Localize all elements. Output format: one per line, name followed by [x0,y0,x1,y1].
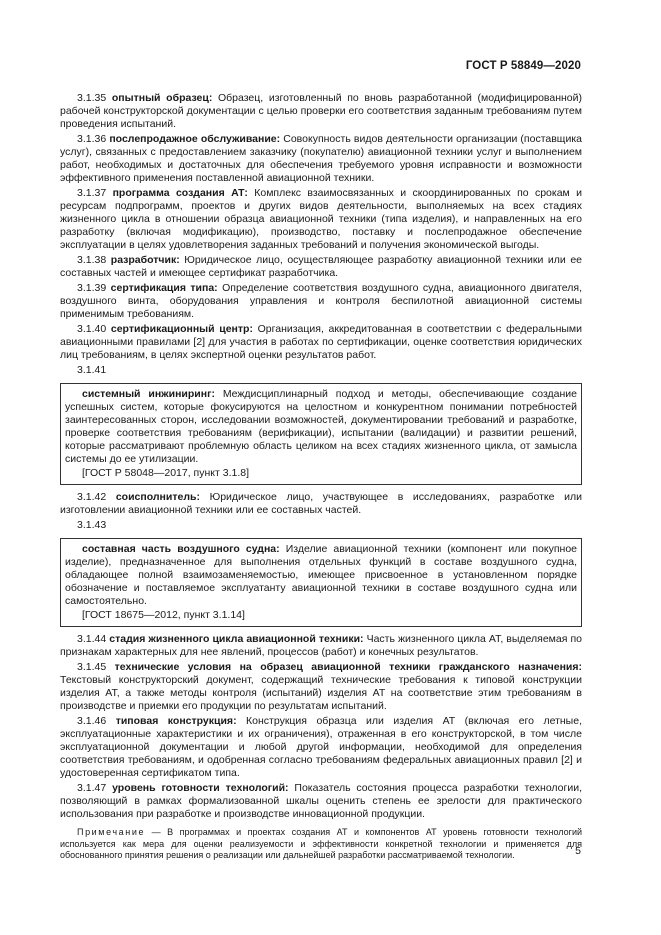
note-label: Примечание [77,827,146,837]
entry-term: разработчик: [110,254,180,266]
entry-definition: Часть жизненного цикла АТ, выделяемая по признакам характерных для нее явлений, процессов (работ) и конечных результатов. [60,633,582,658]
entry-definition: Текстовый конструкторский документ, содержащий технические требования к типовой конструкции изделия АТ, а также методы контроля (испытаний) изделия АТ на соответствие этим требованиям в производстве и приемки его продукции по результатам испытаний. [60,674,582,712]
entry-number: 3.1.47 [77,782,107,794]
entry-number: 3.1.45 [77,661,107,673]
entry-number: 3.1.37 [77,187,107,199]
term-source: [ГОСТ 18675—2012, пункт 3.1.14] [82,609,245,621]
entry-definition: Междисциплинарный подход и методы, обеспечивающие создание успешных систем, которые фокусируются на целостном и конкурентном понимании потребностей заинтересованных сторон, исследовании возможностей, документировании требований и разработке, проверке соответствия требованиям (верификации), испытании (валидации) и развитии решений, которые рассматривают проблемную область целиком на всех стадиях жизненного цикла, от замысла системы до ее утилизации. [65,388,577,465]
entry-definition: Организация, аккредитованная в соответствии с федеральными авиационными правилами [2] для участия в работах по сертификации, оценке соответствия юридических лиц требованиям, в целях экспертной оценки результатов работ. [60,323,582,361]
term-entry [60,715,582,780]
entry-definition: Совокупность видов деятельности организации (поставщика услуг), связанных с предоставлением заказчику (покупателю) авиационной техники услуг и выполнением работ, необходимых и достаточных для обеспечения требуемого уровня исправности и возможности эффективного применения поставленной авиационной техники. [60,133,582,184]
entry-term: опытный образец: [111,92,213,104]
entry-number: 3.1.39 [77,282,107,294]
entry-number: 3.1.46 [77,715,107,727]
quoted-term-box [60,383,582,485]
entry-term: соисполнитель: [115,491,200,503]
term-entry [60,92,582,131]
entry-number: 3.1.36 [77,133,107,145]
term-entry [60,491,582,517]
entry-definition: Конструкция образца или изделия АТ (включая его летные, эксплуатационные характеристики и их ограничения), отраженная в его конструкторской, в том числе эксплуатационной документации и любой другой информации, необходимой для определения соответствия требованиям, и одобренная согласно требованиям федеральных авиационных правил [2] и удостоверенная сертификатом типа. [60,715,582,779]
term-entry [60,323,582,362]
quoted-term-box [60,538,582,627]
entry-definition: Определение соответствия воздушного судна, авиационного двигателя, воздушного винта, оборудования управления и контроля беспилотной авиационной системы применимым требованиям. [60,282,583,320]
note-paragraph [60,827,582,862]
entry-definition: Образец, изготовленный по вновь разработанной (модифицированной) рабочей конструкторской документации с целью проверки его соответствия заданным требованиям путем проведения испытаний. [60,92,583,130]
entry-definition: Комплекс взаимосвязанных и скоординированных по срокам и ресурсам подпрограмм, проектов и других видов деятельности, выполняемых на всех стадиях жизненного цикла в отношении образца авиационной техники (типа изделия), и направленных на его разработку (включая модификацию), производство, поставку и послепродажное обеспечение эксплуатации в целях удовлетворения заданных требований и получения экономической выгоды. [60,187,582,251]
entry-term: стадия жизненного цикла авиационной техники: [109,633,364,645]
entry-number: 3.1.40 [77,323,107,335]
entry-definition: Показатель состояния процесса разработки технологии, позволяющий в рамках формализованной шкалы оценить степень ее зрелости для практического использования при разработке и производстве инновационной продукции. [60,782,582,820]
entry-term: сертификация типа: [110,282,218,294]
entry-number-line: 3.1.43 [77,519,107,531]
entry-number: 3.1.42 [77,491,107,503]
entry-definition: Юридическое лицо, осуществляющее разработку авиационной техники или ее составных частей и имеющее сертификат разработчика. [60,254,582,279]
term-entry [60,133,582,185]
page-number: 5 [575,845,581,857]
entry-number-line: 3.1.41 [77,364,107,376]
entry-term: сертификационный центр: [110,323,253,335]
term-entry [65,543,577,608]
term-source: [ГОСТ Р 58048—2017, пункт 3.1.8] [82,467,250,479]
term-entry [60,633,582,659]
entry-number: 3.1.44 [77,633,107,645]
term-entry [60,282,582,321]
term-entry [60,661,582,713]
entry-term: составная часть воздушного судна: [82,543,280,555]
entry-definition: Юридическое лицо, участвующее в исследованиях, разработке или изготовлении авиационной техники или ее составных частей. [60,491,582,516]
entry-term: послепродажное обслуживание: [109,133,281,145]
note-text: — В программах и проектах создания АТ и компонентов АТ уровень готовности технологий используется как мера для оценки реализуемости и эффективности конкретной технологии и применяется для обоснованного принятия решения о реализации или дальнейшей разработки рассматриваемой технологии. [60,827,582,860]
term-entry [65,388,577,466]
entry-term: уровень готовности технологий: [112,782,289,794]
entry-number: 3.1.38 [77,254,107,266]
term-entry [60,782,582,821]
entry-term: программа создания АТ: [112,187,248,199]
entry-term: системный инжиниринг: [82,388,215,400]
entry-number: 3.1.35 [77,92,107,104]
term-entry [60,254,582,280]
entry-term: технические условия на образец авиационной техники гражданского назначения: [114,661,582,673]
standard-header: ГОСТ Р 58849—2020 [465,60,581,72]
terms-content [60,92,582,862]
entry-term: типовая конструкция: [115,715,237,727]
term-entry [60,187,582,252]
entry-definition: Изделие авиационной техники (компонент или покупное изделие), предназначенное для выполнения отдельных функций в составе воздушного судна, обладающее полной взаимозаменяемостью, имеющее присвоенное в установленном порядке обозначение и поставляемое эксплуатанту авиационной техники в составе воздушного судна или самостоятельно. [65,543,577,607]
